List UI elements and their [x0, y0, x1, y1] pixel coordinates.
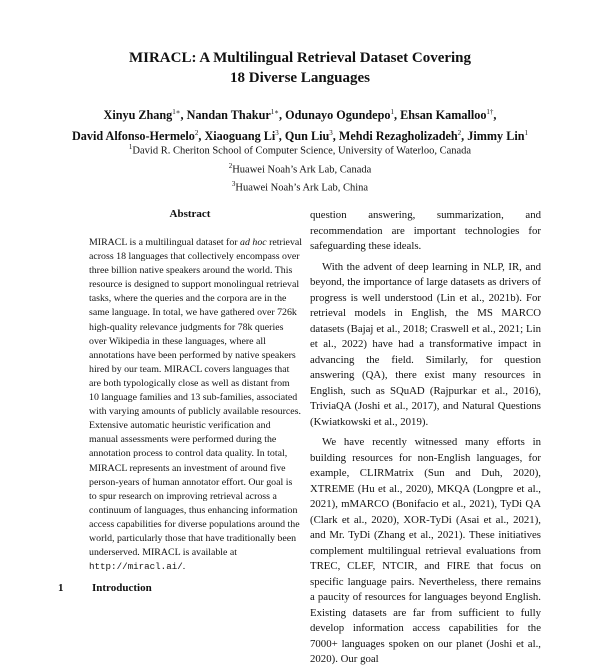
author-line-1 [40, 103, 560, 124]
abstract-heading: Abstract [169, 208, 211, 220]
section-number: 1 [58, 582, 64, 594]
body-paragraph: question answering, summarization, and recommendation are important technologies for safeguarding these ideals. [310, 209, 541, 252]
section-heading-introduction [58, 582, 152, 594]
affiliation-list [40, 140, 560, 196]
author: Mehdi Rezagholizadeh$^2$, [338, 129, 468, 144]
author: Odunayo Ogundepo$^1$, [285, 108, 401, 123]
author-list [40, 103, 560, 145]
body-paragraph: With the advent of deep learning in NLP, IR, and beyond, the importance of large datasets as drivers of progress is well understood (Lin et al., 2021b). For retrieval models in English, the MS MARCO datasets (Bajaj et al., 2018; Craswell et al., 2021; Lin et al., 2022) have had a transformative impact in advancing the field. Similarly, for question answering (QA), there exist many resources in English, such as SQuAD (Rajpurkar et al., 2016), TriviaQA (Joshi et al., 2017), and Natural Questions (Kwiatkowski et al., 2019). [310, 260, 541, 428]
affiliation: $^1$David R. Cheriton School of Computer Science, University of Waterloo, Canada [128, 143, 472, 157]
body-paragraph: We have recently witnessed many efforts in building resources for non-English languages, for example, CLIRMatrix (Sun and Duh, 2020), XTREME (Hu et al., 2020), MKQA (Longpre et al., 2021), mMARCO (Bonifacio et al., 2021), TyDi QA (Clark et al., 2020), XOR-TyDi (Asai et al., 2021), and Mr. TyDi (Zhang et al., 2021). These initiatives complement multilingual retrieval evaluations from TREC, CLEF, NTCIR, and FIRE that focus on specific language pairs. Nevertheless, there remains a paucity of resources for languages beyond English. Existing datasets are far from sufficient to fully develop information access capabilities for the 7000+ languages spoken on our planet (Joshi et al., 2020). Our goal [310, 436, 541, 665]
section-title: Introduction [92, 582, 152, 594]
abstract-body [89, 236, 302, 574]
title-line-1: MIRACL: A Multilingual Retrieval Dataset Covering [128, 50, 472, 66]
abstract-paragraph: MIRACL is a multilingual dataset for ad hoc retrieval across 18 languages that collectively encompass over three billion native speakers around the world. This resource is designed to support monolingual retrieval tasks, where the queries and the corpora are in the same language. In total, we have gathered over 726k high-quality relevance judgments for 78k queries over Wikipedia in these languages, where all annotations have been performed by native speakers hired by our team. MIRACL covers languages that are both typologically close as well as distant from 10 language families and 13 sub-families, associated with varying amounts of publicly available resources. Extensive automatic heuristic verification and manual assessments were performed during the annotation process to control data quality. In total, MIRACL represents an investment of around five person-years of human annotator effort. Our goal is to spur research on improving retrieval across a continuum of languages, thus enhancing information access capabilities for diverse populations around the world, particularly those that have traditionally been underserved. MIRACL is available at http://miracl.ai/. [89, 237, 303, 573]
affiliation: $^2$Huawei Noah’s Ark Lab, Canada [228, 161, 372, 175]
affiliation: $^3$Huawei Noah’s Ark Lab, China [231, 180, 369, 194]
author: Xiaoguang Li$^3$, [204, 129, 285, 144]
dataset-url-link[interactable]: http://miracl.ai/ [89, 561, 183, 573]
title-line-2: 18 Diverse Languages [230, 70, 370, 86]
abstract-emphasis: ad hoc [240, 237, 267, 248]
author: Xinyu Zhang$^{1∗}$, [103, 108, 187, 123]
right-column-text [310, 208, 541, 665]
author: Ehsan Kamalloo$^{1\dagger}$, [400, 108, 497, 123]
author: Qun Liu$^3$, [284, 129, 339, 144]
author: David Alfonso-Hermelo$^2$, [72, 129, 205, 144]
author: Nandan Thakur$^{1∗}$, [186, 108, 286, 123]
paper-title [60, 48, 540, 88]
author: Jimmy Lin$^1$ [467, 129, 528, 144]
